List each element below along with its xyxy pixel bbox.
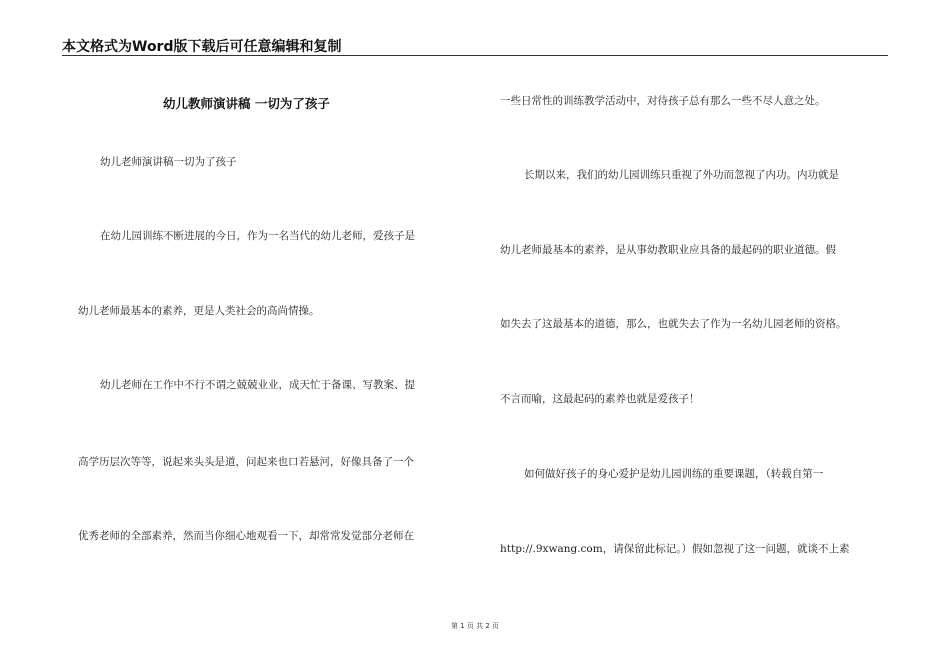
page-number: 第 1 页 共 2 页 <box>450 622 500 630</box>
document-title: 幼儿教师演讲稿 一切为了孩子 <box>163 96 330 111</box>
left-paragraph-line: 优秀老师的全部素养，然而当你细心地观看一下，却常常发觉部分老师在 <box>78 530 414 542</box>
right-paragraph-line: http://.9xwang.com，请保留此标记。）假如忽视了这一问题，就谈不上素 <box>500 543 850 555</box>
left-paragraph-line: 幼儿老师演讲稿一切为了孩子 <box>100 156 237 168</box>
left-paragraph-line: 在幼儿园训练不断进展的今日，作为一名当代的幼儿老师，爱孩子是 <box>100 230 415 242</box>
left-paragraph-line: 幼儿老师在工作中不行不谓之兢兢业业，成天忙于备课、写教案、提 <box>100 379 415 391</box>
right-paragraph-line: 如何做好孩子的身心爱护是幼儿园训练的重要课题，（转载自第一 <box>524 468 824 480</box>
right-paragraph-line: 长期以来，我们的幼儿园训练只重视了外功而忽视了内功。内功就是 <box>524 169 839 181</box>
right-paragraph-line: 幼儿老师最基本的素养，是从事幼教职业应具备的最起码的职业道德。假 <box>500 244 836 256</box>
header-divider <box>62 55 888 56</box>
left-paragraph-line: 幼儿老师最基本的素养，更是人类社会的高尚情操。 <box>78 305 320 317</box>
left-paragraph-line: 高学历层次等等，说起来头头是道，问起来也口若悬河，好像具备了一个 <box>78 456 414 468</box>
header-title: 本文格式为Word版下载后可任意编辑和复制 <box>62 39 342 55</box>
right-paragraph-line: 如失去了这最基本的道德，那么，也就失去了作为一名幼儿园老师的资格。 <box>500 318 847 330</box>
right-paragraph-line: 一些日常性的训练教学活动中，对待孩子总有那么一些不尽人意之处。 <box>500 95 826 107</box>
right-paragraph-line: 不言而喻，这最起码的素养也就是爱孩子！ <box>500 393 700 405</box>
